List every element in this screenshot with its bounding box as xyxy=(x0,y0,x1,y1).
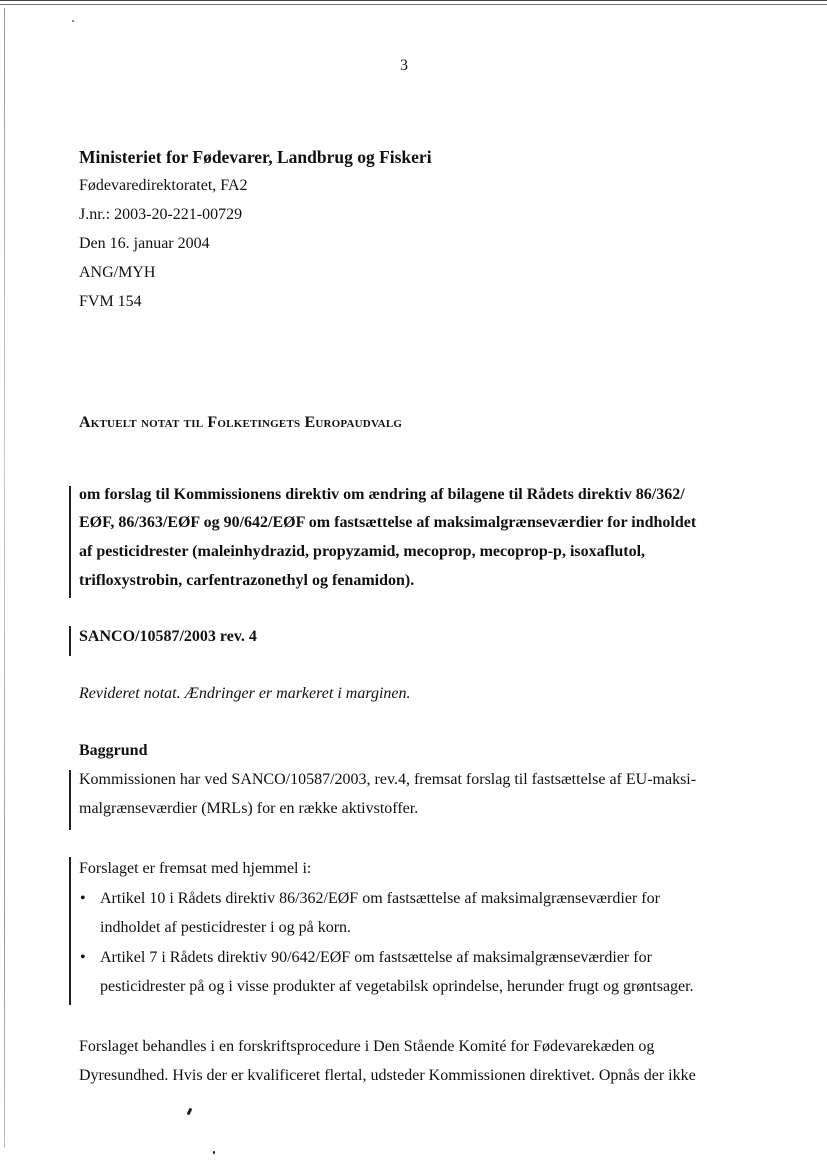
paragraph-line: Kommissionen har ved SANCO/10587/2003, rev.4, fremsat forslag til fastsættelse af EU-maksi- xyxy=(79,771,697,788)
margin-change-marker xyxy=(69,857,71,1005)
subject-line: af pesticidrester (maleinhydrazid, propyzamid, mecoprop, mecoprop-p, isoxaflutol, xyxy=(79,543,646,560)
paragraph-line: malgrænseværdier (MRLs) for en række aktivstoffer. xyxy=(79,800,419,817)
ministry-name: Ministeriet for Fødevarer, Landbrug og Fiskeri xyxy=(79,147,432,167)
subject-line: om forslag til Kommissionens direktiv om ændring af bilagene til Rådets direktiv 86/362/ xyxy=(79,486,685,503)
bullet-icon: • xyxy=(80,890,86,907)
scan-border-left xyxy=(4,8,5,1148)
author-initials: ANG/MYH xyxy=(79,264,156,281)
bullet-item-line: indholdet af pesticidrester i og på korn. xyxy=(100,919,352,936)
subject-line: EØF, 86/363/EØF og 90/642/EØF om fastsættelse af maksimalgrænseværdier for indholdet xyxy=(79,514,697,531)
document-title: Aktuelt notat til Folketingets Europaudvalg xyxy=(79,414,403,431)
bullet-item-line: Artikel 7 i Rådets direktiv 90/642/EØF om fastsættelse af maksimalgrænseværdier for xyxy=(100,949,652,966)
sanco-reference: SANCO/10587/2003 rev. 4 xyxy=(79,628,257,645)
department: Fødevaredirektoratet, FA2 xyxy=(79,177,248,194)
margin-change-marker xyxy=(69,486,71,598)
subject-line: trifloxystrobin, carfentrazonethyl og fenamidon). xyxy=(79,572,415,589)
margin-change-marker xyxy=(69,626,71,656)
reference-code: FVM 154 xyxy=(79,293,142,310)
paragraph-line: Dyresundhed. Hvis der er kvalificeret flertal, udsteder Kommissionen direktivet. Opnås der ikke xyxy=(79,1067,696,1084)
margin-change-marker xyxy=(69,770,71,830)
scan-speck xyxy=(213,1151,215,1154)
document-date: Den 16. januar 2004 xyxy=(79,235,210,252)
scan-speck xyxy=(187,1108,193,1116)
scan-speck xyxy=(72,20,74,22)
section-heading-baggrund: Baggrund xyxy=(79,742,148,759)
scan-border-top xyxy=(0,0,827,6)
revision-note: Revideret notat. Ændringer er markeret i marginen. xyxy=(79,685,411,702)
legal-basis-intro: Forslaget er fremsat med hjemmel i: xyxy=(79,860,312,877)
page-number: 3 xyxy=(400,57,408,74)
journal-number: J.nr.: 2003-20-221-00729 xyxy=(79,206,243,223)
bullet-item-line: pesticidrester på og i visse produkter af vegetabilsk oprindelse, herunder frugt og grøntsager. xyxy=(100,978,694,995)
bullet-icon: • xyxy=(80,949,86,966)
paragraph-line: Forslaget behandles i en forskriftsprocedure i Den Stående Komité for Fødevarekæden og xyxy=(79,1038,655,1055)
bullet-item-line: Artikel 10 i Rådets direktiv 86/362/EØF om fastsættelse af maksimalgrænseværdier for xyxy=(100,890,660,907)
